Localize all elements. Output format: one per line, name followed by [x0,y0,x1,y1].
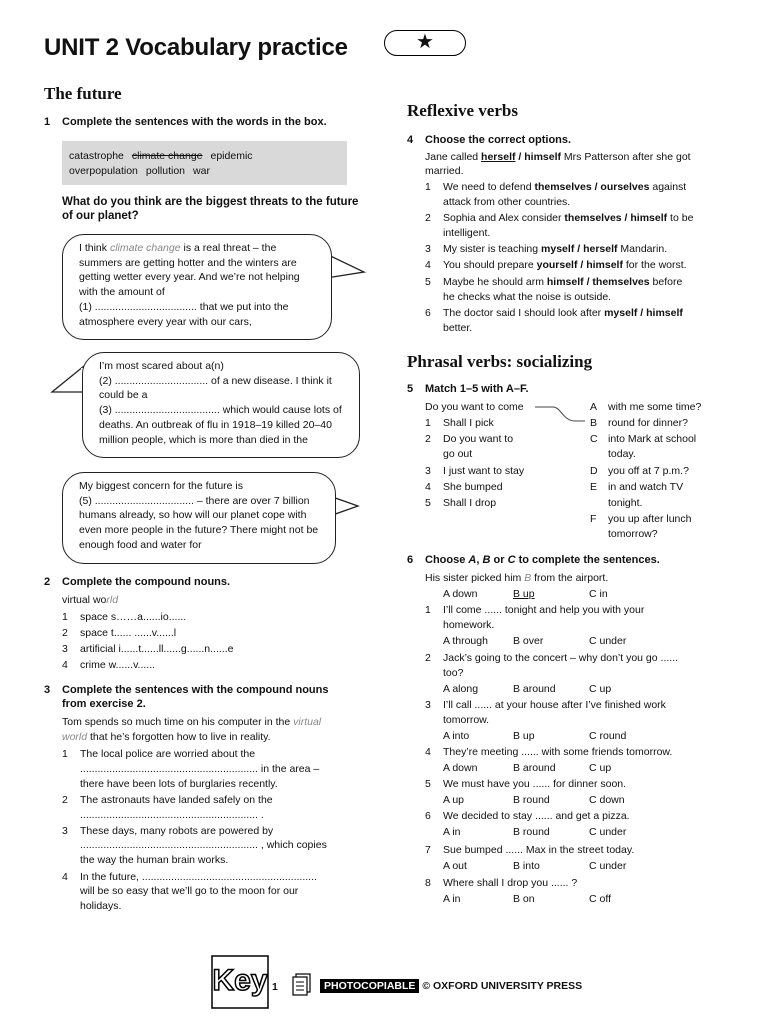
exercise-3-example: Tom spends so much time on his computer in the virtual [62,716,322,728]
exercise-6-item-line: too? [443,667,464,679]
exercise-6-options: A in B on C off [443,893,611,905]
exercise-5-right-item: E in and watch TV [590,481,684,493]
exercise-6-options: A out B into C under [443,860,627,872]
exercise-5-example: Do you want to come [425,401,524,413]
exercise-4-item-line: attack from other countries. [443,196,571,208]
exercise-3-instruction-cont: from exercise 2. [62,698,146,710]
exercise-2-item: 1 space s……a......io...... [62,611,187,623]
word-box-item: pollution [145,165,186,177]
exercise-6-options: A down B around C up [443,762,612,774]
exercise-6-item: 6 We decided to stay ...... and get a pizza. [425,810,630,822]
section-title-reflexive: Reflexive verbs [407,101,518,120]
exercise-3-item-line: there have been lots of burglaries recently. [80,778,278,790]
discussion-question: What do you think are the biggest threats to the future of our planet? [62,196,359,222]
exercise-2-item: 2 space t...... ......v......l [62,627,177,639]
exercise-4-item: 4 You should prepare yourself / himself for the worst. [425,259,687,271]
exercise-3-item-line: the way the human brain works. [80,854,229,866]
exercise-6-item: 2 Jack’s going to the concert – why don’t you go ...... [425,652,679,664]
exercise-5-left-item: 2 Do you want to [425,433,514,445]
exercise-3-item: 2 The astronauts have landed safely on the [62,794,273,806]
exercise-2-instruction: 2 Complete the compound nouns. [44,576,231,588]
exercise-3-item-line: ............................................................. . [80,809,264,821]
exercise-4-item-line: better. [443,322,473,334]
exercise-5-right-item: F you up after lunch [590,513,692,525]
exercise-3-item-line: ............................................................. in the area – [80,763,320,775]
page-title: UNIT 2 Vocabulary practice [44,34,348,61]
exercise-5-right-item: A with me some time? [590,401,702,413]
exercise-6-options: A along B around C up [443,683,612,695]
svg-text:Key: Key [212,964,268,997]
exercise-4-item: 3 My sister is teaching myself / herself Mandarin. [425,243,668,255]
word-box-item-used: climate change [131,150,203,162]
exercise-5-left-item: 4 She bumped [425,481,503,493]
exercise-6-item-line: tomorrow. [443,714,490,726]
exercise-2-item: 4 crime w......v...... [62,659,156,671]
exercise-6-options: A through B over C under [443,635,627,647]
match-connector-line [535,403,587,427]
speech-bubble-2: I’m most scared about a(n) (2) ................................ of a new disease. I think it could be a (3) .................................... which would cause lots of deaths. An outbreak of flu in 1918–19 killed 20–40 million people, which is more than died in the [82,352,360,458]
exercise-5-right-item: B round for dinner? [590,417,688,429]
exercise-6-item: 7 Sue bumped ...... Max in the street today. [425,844,635,856]
exercise-4-item-line: intelligent. [443,227,491,239]
exercise-5-left-item: 3 I just want to stay [425,465,525,477]
exercise-6-item: 3 I’ll call ...... at your house after I’ve finished work [425,699,666,711]
exercise-6-options: A up B round C down [443,794,625,806]
exercise-5-right-item: D you off at 7 p.m.? [590,465,689,477]
exercise-5-instruction: 5 Match 1–5 with A–F. [407,383,529,395]
exercise-5-right-item-line: tonight. [608,497,643,509]
section-title-phrasal: Phrasal verbs: socializing [407,352,593,371]
exercise-3-example-cont: world that he’s forgotten how to live in reality. [62,731,271,743]
exercise-5-right-item-line: tomorrow? [608,528,658,540]
exercise-6-item: 4 They’re meeting ...... with some friends tomorrow. [425,746,673,758]
exercise-6-item: 8 Where shall I drop you ...... ? [425,877,578,889]
exercise-3-item-line: will be so easy that we’ll go to the moon for our [80,885,299,897]
word-box [62,141,347,185]
page-number: 1 [272,981,278,993]
word-box-item: catastrophe [69,150,124,162]
exercise-4-example: Jane called herself / himself Mrs Patterson after she got [425,151,691,163]
exercise-6-example: His sister picked him B from the airport. [425,572,609,584]
photocopiable-label: PHOTOCOPIABLE © OXFORD UNIVERSITY PRESS [320,980,582,992]
exercise-3-item: 3 These days, many robots are powered by [62,825,274,837]
exercise-2-example: virtual world [62,594,119,606]
star-icon: ★ [416,31,434,53]
exercise-6-item: 5 We must have you ...... for dinner soon. [425,778,627,790]
exercise-6-instruction: 6 Choose A, B or C to complete the sentences. [407,554,660,566]
word-box-item: overpopulation [69,165,138,177]
exercise-6-options: A into B up C round [443,730,627,742]
speech-bubble-3: My biggest concern for the future is (5) .................................. – there are over 7 billion humans already, so how will our planet cope with even more people in the future? There might not be enough food and water for [62,472,336,564]
exercise-4-item: 6 The doctor said I should look after myself / himself [425,307,683,319]
exercise-3-item: 4 In the future, ............................................................ [62,871,317,883]
exercise-4-instruction: 4 Choose the correct options. [407,134,572,146]
exercise-1-instruction: 1 Complete the sentences with the words in the box. [44,116,327,128]
exercise-5-right-item: C into Mark at school [590,433,697,445]
word-box-item: war [193,165,210,177]
exercise-4-example-cont: married. [425,165,464,177]
speech-bubble-1: I think climate change is a real threat – the summers are getting hotter and the winters are getting wetter every year. And we’re not helping with the amount of (1) ................................... that we put into the atmosphere every year with our cars, [62,234,332,340]
exercise-4-item: 1 We need to defend themselves / ourselves against [425,181,687,193]
section-title-future: The future [44,84,122,103]
exercise-5-left-item: 1 Shall I pick [425,417,494,429]
word-box-item: epidemic [210,150,253,162]
exercise-5-left-item: 5 Shall I drop [425,497,497,509]
exercise-3-instruction: 3 Complete the sentences with the compound nouns [44,684,329,696]
exercise-5-right-item-line: today. [608,448,636,460]
exercise-5-left-item-line: go out [443,448,473,460]
exercise-4-item: 5 Maybe he should arm himself / themselves before [425,276,683,288]
photocopy-icon [290,972,314,998]
key-logo [210,954,270,1010]
exercise-3-item-line: holidays. [80,900,122,912]
exercise-6-item-line: homework. [443,619,495,631]
exercise-3-item: 1 The local police are worried about the [62,748,256,760]
exercise-4-item: 2 Sophia and Alex consider themselves / himself to be [425,212,694,224]
exercise-6-item: 1 I’ll come ...... tonight and help you with your [425,604,645,616]
exercise-4-item-line: he checks what the noise is outside. [443,291,612,303]
exercise-2-item: 3 artificial i......t......ll......g......n......e [62,643,234,655]
difficulty-badge [384,30,466,56]
exercise-3-item-line: ............................................................. , which copies [80,839,327,851]
exercise-6-options: A in B round C under [443,826,627,838]
exercise-6-example-options: A down B up C in [443,588,608,600]
